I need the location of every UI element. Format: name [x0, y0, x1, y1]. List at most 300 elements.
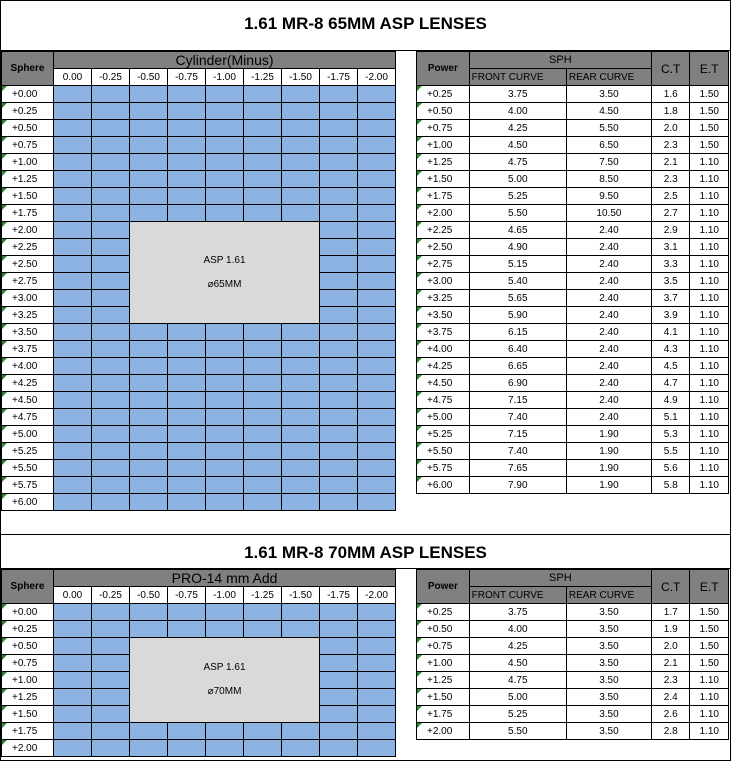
- stock-cell: [244, 740, 282, 757]
- stock-cell: [54, 460, 92, 477]
- cylinder-value: -1.25: [244, 587, 282, 604]
- section2-title: 1.61 MR-8 70MM ASP LENSES: [1, 543, 730, 563]
- sphere-value: +0.00: [2, 86, 54, 103]
- power-value: +1.00: [417, 137, 470, 154]
- rear-curve-value: 3.50: [566, 86, 651, 103]
- rear-curve-header: REAR CURVE: [566, 69, 651, 86]
- stock-cell: [54, 171, 92, 188]
- stock-cell: [320, 655, 358, 672]
- stock-cell: [282, 426, 320, 443]
- front-curve-value: 5.50: [469, 723, 566, 740]
- stock-cell: [282, 443, 320, 460]
- edge-thickness-value: 1.10: [690, 706, 729, 723]
- rear-curve-value: 2.40: [566, 324, 651, 341]
- stock-cell: [206, 443, 244, 460]
- front-curve-value: 7.65: [469, 460, 566, 477]
- stock-cell: [54, 307, 92, 324]
- stock-cell: [320, 426, 358, 443]
- stock-cell: [206, 426, 244, 443]
- stock-cell: [130, 358, 168, 375]
- table-row: [417, 460, 729, 477]
- stock-cell: [320, 171, 358, 188]
- stock-cell: [206, 460, 244, 477]
- table-row: [417, 723, 729, 740]
- stock-cell: [130, 86, 168, 103]
- stock-cell: [244, 154, 282, 171]
- sphere-value: +3.75: [2, 341, 54, 358]
- table-row: [417, 137, 729, 154]
- stock-cell: [358, 443, 396, 460]
- stock-cell: [282, 188, 320, 205]
- cylinder-value: -1.75: [320, 69, 358, 86]
- stock-cell: [244, 171, 282, 188]
- table-row: [417, 256, 729, 273]
- table-row: [417, 120, 729, 137]
- stock-cell: [244, 103, 282, 120]
- front-curve-value: 4.25: [469, 120, 566, 137]
- table-row: [2, 86, 396, 103]
- front-curve-header: FRONT CURVE: [469, 587, 566, 604]
- stock-cell: [320, 324, 358, 341]
- table-row: [417, 358, 729, 375]
- stock-cell: [92, 154, 130, 171]
- center-thickness-value: 2.5: [651, 188, 689, 205]
- center-thickness-value: 4.9: [651, 392, 689, 409]
- table-row: [2, 460, 396, 477]
- sphere-value: +1.25: [2, 171, 54, 188]
- stock-cell: [130, 171, 168, 188]
- table-row: [2, 409, 396, 426]
- stock-cell: [206, 154, 244, 171]
- stock-cell: [92, 689, 130, 706]
- rear-curve-value: 5.50: [566, 120, 651, 137]
- stock-cell: [358, 375, 396, 392]
- edge-thickness-value: 1.10: [690, 375, 729, 392]
- stock-cell: [206, 358, 244, 375]
- stock-cell: [320, 86, 358, 103]
- stock-cell: [358, 392, 396, 409]
- stock-cell: [92, 273, 130, 290]
- cylinder-value: -1.50: [282, 69, 320, 86]
- table-row: [2, 222, 396, 239]
- table-row: [2, 120, 396, 137]
- edge-thickness-value: 1.50: [690, 621, 729, 638]
- stock-cell: [320, 638, 358, 655]
- box-label-line1: ASP 1.61: [203, 254, 246, 266]
- stock-cell: [320, 392, 358, 409]
- power-value: +0.75: [417, 120, 470, 137]
- stock-cell: [92, 672, 130, 689]
- stock-cell: [54, 689, 92, 706]
- rear-curve-value: 4.50: [566, 103, 651, 120]
- stock-cell: [244, 477, 282, 494]
- front-curve-value: 3.75: [469, 86, 566, 103]
- table-row: [2, 154, 396, 171]
- rear-curve-value: 1.90: [566, 477, 651, 494]
- sphere-value: +3.25: [2, 307, 54, 324]
- center-thickness-value: 2.8: [651, 723, 689, 740]
- stock-cell: [168, 120, 206, 137]
- stock-cell: [358, 604, 396, 621]
- stock-cell: [320, 358, 358, 375]
- stock-cell: [54, 324, 92, 341]
- sphere-value: +2.50: [2, 256, 54, 273]
- table-row: [2, 188, 396, 205]
- stock-cell: [130, 443, 168, 460]
- power-value: +1.00: [417, 655, 470, 672]
- table-row: [417, 672, 729, 689]
- stock-cell: [244, 375, 282, 392]
- edge-thickness-value: 1.10: [690, 477, 729, 494]
- stock-cell: [168, 171, 206, 188]
- rear-curve-value: 3.50: [566, 723, 651, 740]
- rear-curve-value: 1.90: [566, 443, 651, 460]
- stock-cell: [282, 740, 320, 757]
- stock-cell: [358, 689, 396, 706]
- stock-cell: [168, 460, 206, 477]
- stock-cell: [320, 103, 358, 120]
- stock-cell: [244, 86, 282, 103]
- sphere-value: +1.75: [2, 205, 54, 222]
- front-curve-value: 4.00: [469, 621, 566, 638]
- stock-cell: [206, 205, 244, 222]
- sphere-value: +1.75: [2, 723, 54, 740]
- power-value: +0.75: [417, 638, 470, 655]
- power-value: +4.50: [417, 375, 470, 392]
- stock-cell: [130, 740, 168, 757]
- stock-cell: [130, 494, 168, 511]
- cylinder-value: -0.50: [130, 69, 168, 86]
- table-row: [417, 307, 729, 324]
- stock-cell: [282, 392, 320, 409]
- stock-cell: [320, 205, 358, 222]
- cylinder-value: -2.00: [358, 587, 396, 604]
- et-header: E.T: [690, 52, 729, 86]
- front-curve-value: 7.15: [469, 426, 566, 443]
- sphere-value: +2.25: [2, 239, 54, 256]
- power-value: +2.25: [417, 222, 470, 239]
- center-thickness-value: 3.9: [651, 307, 689, 324]
- edge-thickness-value: 1.50: [690, 103, 729, 120]
- ct-header: C.T: [651, 570, 689, 604]
- sphere-value: +0.50: [2, 120, 54, 137]
- stock-cell: [54, 154, 92, 171]
- stock-cell: [54, 256, 92, 273]
- stock-cell: [358, 188, 396, 205]
- sphere-value: +5.50: [2, 460, 54, 477]
- stock-cell: [282, 205, 320, 222]
- stock-cell: [282, 375, 320, 392]
- stock-cell: [92, 621, 130, 638]
- stock-cell: [92, 426, 130, 443]
- stock-cell: [168, 358, 206, 375]
- sphere-value: +5.75: [2, 477, 54, 494]
- stock-cell: [130, 341, 168, 358]
- table-row: [2, 341, 396, 358]
- front-curve-value: 4.75: [469, 672, 566, 689]
- stock-cell: [130, 103, 168, 120]
- center-thickness-value: 2.0: [651, 638, 689, 655]
- sphere-value: +5.25: [2, 443, 54, 460]
- stock-cell: [358, 638, 396, 655]
- table-row: [2, 358, 396, 375]
- sphere-value: +0.00: [2, 604, 54, 621]
- power-value: +1.50: [417, 171, 470, 188]
- front-curve-value: 7.15: [469, 392, 566, 409]
- edge-thickness-value: 1.10: [690, 460, 729, 477]
- rear-curve-value: 3.50: [566, 655, 651, 672]
- stock-cell: [130, 621, 168, 638]
- stock-cell: [92, 477, 130, 494]
- stock-cell: [244, 392, 282, 409]
- stock-cell: [206, 120, 244, 137]
- center-thickness-value: 5.5: [651, 443, 689, 460]
- stock-cell: [244, 188, 282, 205]
- edge-thickness-value: 1.10: [690, 239, 729, 256]
- power-value: +3.25: [417, 290, 470, 307]
- front-curve-value: 4.25: [469, 638, 566, 655]
- edge-thickness-value: 1.10: [690, 672, 729, 689]
- table-row: [2, 171, 396, 188]
- stock-cell: [54, 672, 92, 689]
- sphere-value: +1.00: [2, 672, 54, 689]
- stock-cell: [282, 477, 320, 494]
- stock-cell: [358, 477, 396, 494]
- rear-curve-value: 3.50: [566, 621, 651, 638]
- stock-cell: [358, 290, 396, 307]
- power-value: +1.75: [417, 706, 470, 723]
- stock-cell: [320, 672, 358, 689]
- sphere-value: +2.00: [2, 740, 54, 757]
- rear-curve-value: 3.50: [566, 706, 651, 723]
- table-row: [2, 723, 396, 740]
- stock-cell: [206, 324, 244, 341]
- center-thickness-value: 5.3: [651, 426, 689, 443]
- section2-curve-table: [416, 569, 729, 740]
- stock-cell: [358, 358, 396, 375]
- cylinder-value: 0.00: [54, 69, 92, 86]
- stock-cell: [282, 604, 320, 621]
- stock-cell: [92, 256, 130, 273]
- stock-cell: [358, 723, 396, 740]
- stock-cell: [282, 341, 320, 358]
- stock-cell: [358, 256, 396, 273]
- center-thickness-value: 4.7: [651, 375, 689, 392]
- stock-cell: [54, 740, 92, 757]
- stock-cell: [320, 273, 358, 290]
- table-row: [2, 375, 396, 392]
- stock-cell: [92, 86, 130, 103]
- sphere-value: +1.25: [2, 689, 54, 706]
- rear-curve-value: 3.50: [566, 672, 651, 689]
- table-row: [417, 409, 729, 426]
- stock-cell: [282, 621, 320, 638]
- stock-cell: [130, 460, 168, 477]
- table-row: [2, 137, 396, 154]
- table-row: [417, 154, 729, 171]
- stock-cell: [168, 740, 206, 757]
- rear-curve-value: 7.50: [566, 154, 651, 171]
- stock-cell: [358, 205, 396, 222]
- stock-cell: [168, 154, 206, 171]
- stock-cell: [92, 604, 130, 621]
- sphere-value: +5.00: [2, 426, 54, 443]
- stock-cell: [130, 205, 168, 222]
- cylinder-value: -0.25: [92, 69, 130, 86]
- stock-cell: [358, 120, 396, 137]
- power-value: +1.25: [417, 154, 470, 171]
- rear-curve-value: 1.90: [566, 426, 651, 443]
- center-thickness-value: 2.6: [651, 706, 689, 723]
- stock-cell: [282, 460, 320, 477]
- stock-cell: [358, 103, 396, 120]
- front-curve-value: 5.00: [469, 171, 566, 188]
- edge-thickness-value: 1.10: [690, 171, 729, 188]
- rear-curve-value: 1.90: [566, 460, 651, 477]
- edge-thickness-value: 1.10: [690, 222, 729, 239]
- stock-cell: [358, 740, 396, 757]
- power-value: +3.75: [417, 324, 470, 341]
- table-row: [2, 494, 396, 511]
- center-thickness-value: 2.1: [651, 154, 689, 171]
- stock-cell: [206, 103, 244, 120]
- stock-cell: [130, 723, 168, 740]
- stock-cell: [282, 358, 320, 375]
- sphere-value: +0.50: [2, 638, 54, 655]
- stock-cell: [168, 375, 206, 392]
- table-row: [2, 426, 396, 443]
- front-curve-value: 6.15: [469, 324, 566, 341]
- front-curve-value: 4.75: [469, 154, 566, 171]
- sphere-value: +1.50: [2, 188, 54, 205]
- stock-cell: [54, 205, 92, 222]
- stock-cell: [168, 103, 206, 120]
- stock-cell: [206, 494, 244, 511]
- sphere-value: +2.00: [2, 222, 54, 239]
- stock-cell: [358, 460, 396, 477]
- sphere-value: +0.75: [2, 137, 54, 154]
- rear-curve-value: 2.40: [566, 307, 651, 324]
- stock-cell: [54, 426, 92, 443]
- center-thickness-value: 2.4: [651, 689, 689, 706]
- edge-thickness-value: 1.10: [690, 290, 729, 307]
- power-value: +0.50: [417, 621, 470, 638]
- stock-cell: [206, 171, 244, 188]
- stock-cell: [358, 171, 396, 188]
- stock-cell: [358, 409, 396, 426]
- stock-cell: [206, 86, 244, 103]
- stock-cell: [206, 341, 244, 358]
- center-thickness-value: 5.1: [651, 409, 689, 426]
- stock-cell: [54, 103, 92, 120]
- stock-cell: [54, 120, 92, 137]
- center-thickness-value: 3.5: [651, 273, 689, 290]
- front-curve-value: 4.65: [469, 222, 566, 239]
- stock-cell: [92, 171, 130, 188]
- center-thickness-value: 1.8: [651, 103, 689, 120]
- rear-curve-value: 3.50: [566, 638, 651, 655]
- sphere-header: Sphere: [2, 52, 54, 86]
- stock-cell: [92, 205, 130, 222]
- center-thickness-value: 2.7: [651, 205, 689, 222]
- stock-cell: [168, 205, 206, 222]
- center-thickness-value: 4.1: [651, 324, 689, 341]
- center-thickness-value: 4.5: [651, 358, 689, 375]
- availability-box: [130, 638, 320, 723]
- table-row: [417, 171, 729, 188]
- stock-cell: [92, 324, 130, 341]
- front-curve-value: 5.15: [469, 256, 566, 273]
- stock-cell: [320, 290, 358, 307]
- stock-cell: [92, 723, 130, 740]
- stock-cell: [320, 494, 358, 511]
- stock-cell: [54, 604, 92, 621]
- stock-cell: [244, 341, 282, 358]
- center-thickness-value: 4.3: [651, 341, 689, 358]
- stock-cell: [244, 443, 282, 460]
- table-row: [417, 205, 729, 222]
- front-curve-value: 5.50: [469, 205, 566, 222]
- front-curve-value: 5.25: [469, 706, 566, 723]
- rear-curve-value: 10.50: [566, 205, 651, 222]
- cylinder-value: 0.00: [54, 587, 92, 604]
- sphere-value: +0.75: [2, 655, 54, 672]
- stock-cell: [358, 426, 396, 443]
- stock-cell: [320, 689, 358, 706]
- stock-cell: [244, 409, 282, 426]
- sphere-value: +1.00: [2, 154, 54, 171]
- stock-cell: [92, 655, 130, 672]
- stock-cell: [54, 358, 92, 375]
- center-thickness-value: 2.0: [651, 120, 689, 137]
- stock-cell: [54, 188, 92, 205]
- stock-cell: [206, 740, 244, 757]
- edge-thickness-value: 1.10: [690, 307, 729, 324]
- power-value: +0.50: [417, 103, 470, 120]
- edge-thickness-value: 1.10: [690, 188, 729, 205]
- stock-cell: [206, 477, 244, 494]
- front-curve-value: 6.90: [469, 375, 566, 392]
- stock-cell: [320, 375, 358, 392]
- stock-cell: [130, 137, 168, 154]
- ct-header: C.T: [651, 52, 689, 86]
- stock-cell: [92, 740, 130, 757]
- stock-cell: [54, 392, 92, 409]
- edge-thickness-value: 1.10: [690, 723, 729, 740]
- table-row: [417, 239, 729, 256]
- center-thickness-value: 1.9: [651, 621, 689, 638]
- stock-cell: [168, 621, 206, 638]
- stock-cell: [54, 494, 92, 511]
- stock-cell: [320, 621, 358, 638]
- stock-cell: [168, 324, 206, 341]
- cylinder-value: -1.00: [206, 587, 244, 604]
- power-value: +0.25: [417, 86, 470, 103]
- sphere-value: +2.75: [2, 273, 54, 290]
- stock-cell: [358, 655, 396, 672]
- edge-thickness-value: 1.50: [690, 604, 729, 621]
- table-row: [2, 604, 396, 621]
- stock-cell: [130, 188, 168, 205]
- table-row: [417, 604, 729, 621]
- center-thickness-value: 1.6: [651, 86, 689, 103]
- power-value: +5.75: [417, 460, 470, 477]
- edge-thickness-value: 1.50: [690, 120, 729, 137]
- table-row: [2, 740, 396, 757]
- table-row: [417, 86, 729, 103]
- section1-curve-table: [416, 51, 729, 494]
- stock-cell: [92, 706, 130, 723]
